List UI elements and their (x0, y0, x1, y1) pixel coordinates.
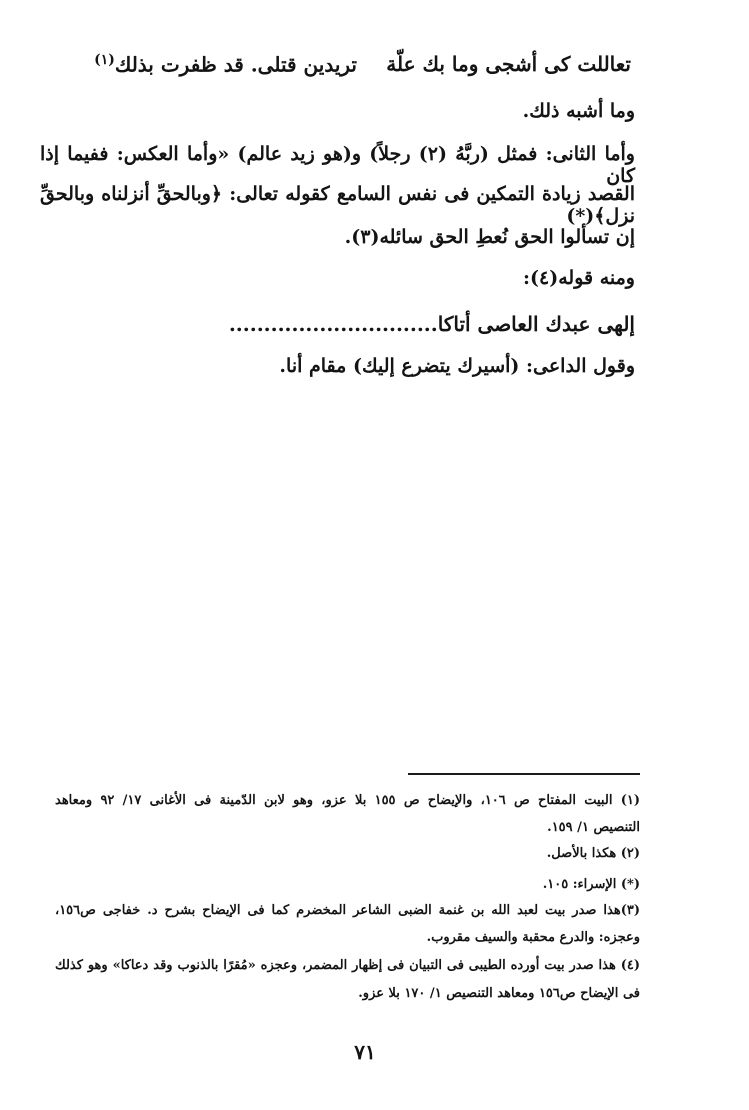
footnote-3-continuation: وعجزه: والدرع محقبة والسيف مقروب. (426, 930, 640, 945)
body-line-8 (40, 355, 635, 377)
footnote-3-line-1 (55, 903, 640, 918)
body-line-3 (40, 143, 635, 187)
quoted-verse-text: إن تسألوا الحق نُعطِ الحق سائله(٣). (344, 226, 635, 248)
footnote-4-line-2 (55, 986, 640, 1001)
footnote-3-line-2 (55, 930, 640, 945)
verse-1-first-hemistich (369, 52, 631, 76)
verse-2 (228, 312, 635, 336)
footnote-1-line-2 (55, 820, 640, 835)
verse-2-text: إلهى عبدك العاصى أتاكا (437, 312, 635, 336)
footnote-4-continuation: فى الإيضاح ص١٥٦ ومعاهد التنصيص ١/ ١٧٠ بلا عزو. (358, 986, 640, 1001)
body-line-5 (40, 226, 635, 248)
body-line-8-text: وقول الداعى: (أسيرك يتضرع إليك) مقام أنا. (279, 355, 635, 377)
footnote-4-line-1 (55, 958, 640, 973)
body-line-4 (40, 183, 635, 227)
verse-1-footnote-ref: (١) (94, 52, 115, 68)
verse-1-left-text: تريدين قتلى. قد ظفرت بذلك (114, 52, 357, 77)
footnote-star (55, 877, 640, 892)
footnote-2-text: (٢) هكذا بالأصل. (546, 846, 640, 861)
body-line-6-text: ومنه قوله(٤): (523, 267, 635, 289)
verse-2-dots: .............................. (228, 312, 438, 336)
verse-1-right-text: تعاللت كى أشجى وما بك علّة (386, 52, 631, 76)
footnote-2 (55, 846, 640, 861)
body-line-6 (40, 267, 635, 289)
footnote-3-text: (٣)هذا صدر بيت لعبد الله بن غنمة الضبى الشاعر المخضرم كما فى الإيضاح بشرح د. خفاجى ص١٥٦، (55, 903, 640, 918)
body-line-3-text: وأما الثانى: فمثل (ربَّهُ (٢) رجلاً) و(هو زيد عالم) «وأما العكس: ففيما إذا كان (40, 143, 635, 187)
footnote-star-text: (*) الإسراء: ١٠٥. (542, 877, 640, 892)
verse-1-second-hemistich (95, 52, 357, 77)
body-line-2-text: وما أشبه ذلك. (522, 100, 635, 122)
footnote-1-continuation: التنصيص ١/ ١٥٩. (547, 820, 640, 835)
body-line-2 (40, 100, 635, 122)
body-line-4-text: القصد زيادة التمكين فى نفس السامع كقوله تعالى: ﴿وبالحقِّ أنزلناه وبالحقِّ نزل﴾(*) (40, 183, 635, 227)
footnote-4-text: (٤) هذا صدر بيت أورده الطيبى فى التبيان فى إظهار المضمر، وعجزه «مُقرًا بالذنوب وقد دعاكا» وهو كذلك (55, 958, 640, 973)
footnote-separator (408, 773, 640, 775)
page-number: ٧١ (354, 1040, 376, 1064)
footnote-1-line-1 (55, 793, 640, 808)
footnote-1-text: (١) البيت المفتاح ص ١٠٦، والإيضاح ص ١٥٥ بلا عزو، وهو لابن الدّمينة فى الأغانى ١٧/ ٩٢ ومعاهد (55, 793, 640, 808)
